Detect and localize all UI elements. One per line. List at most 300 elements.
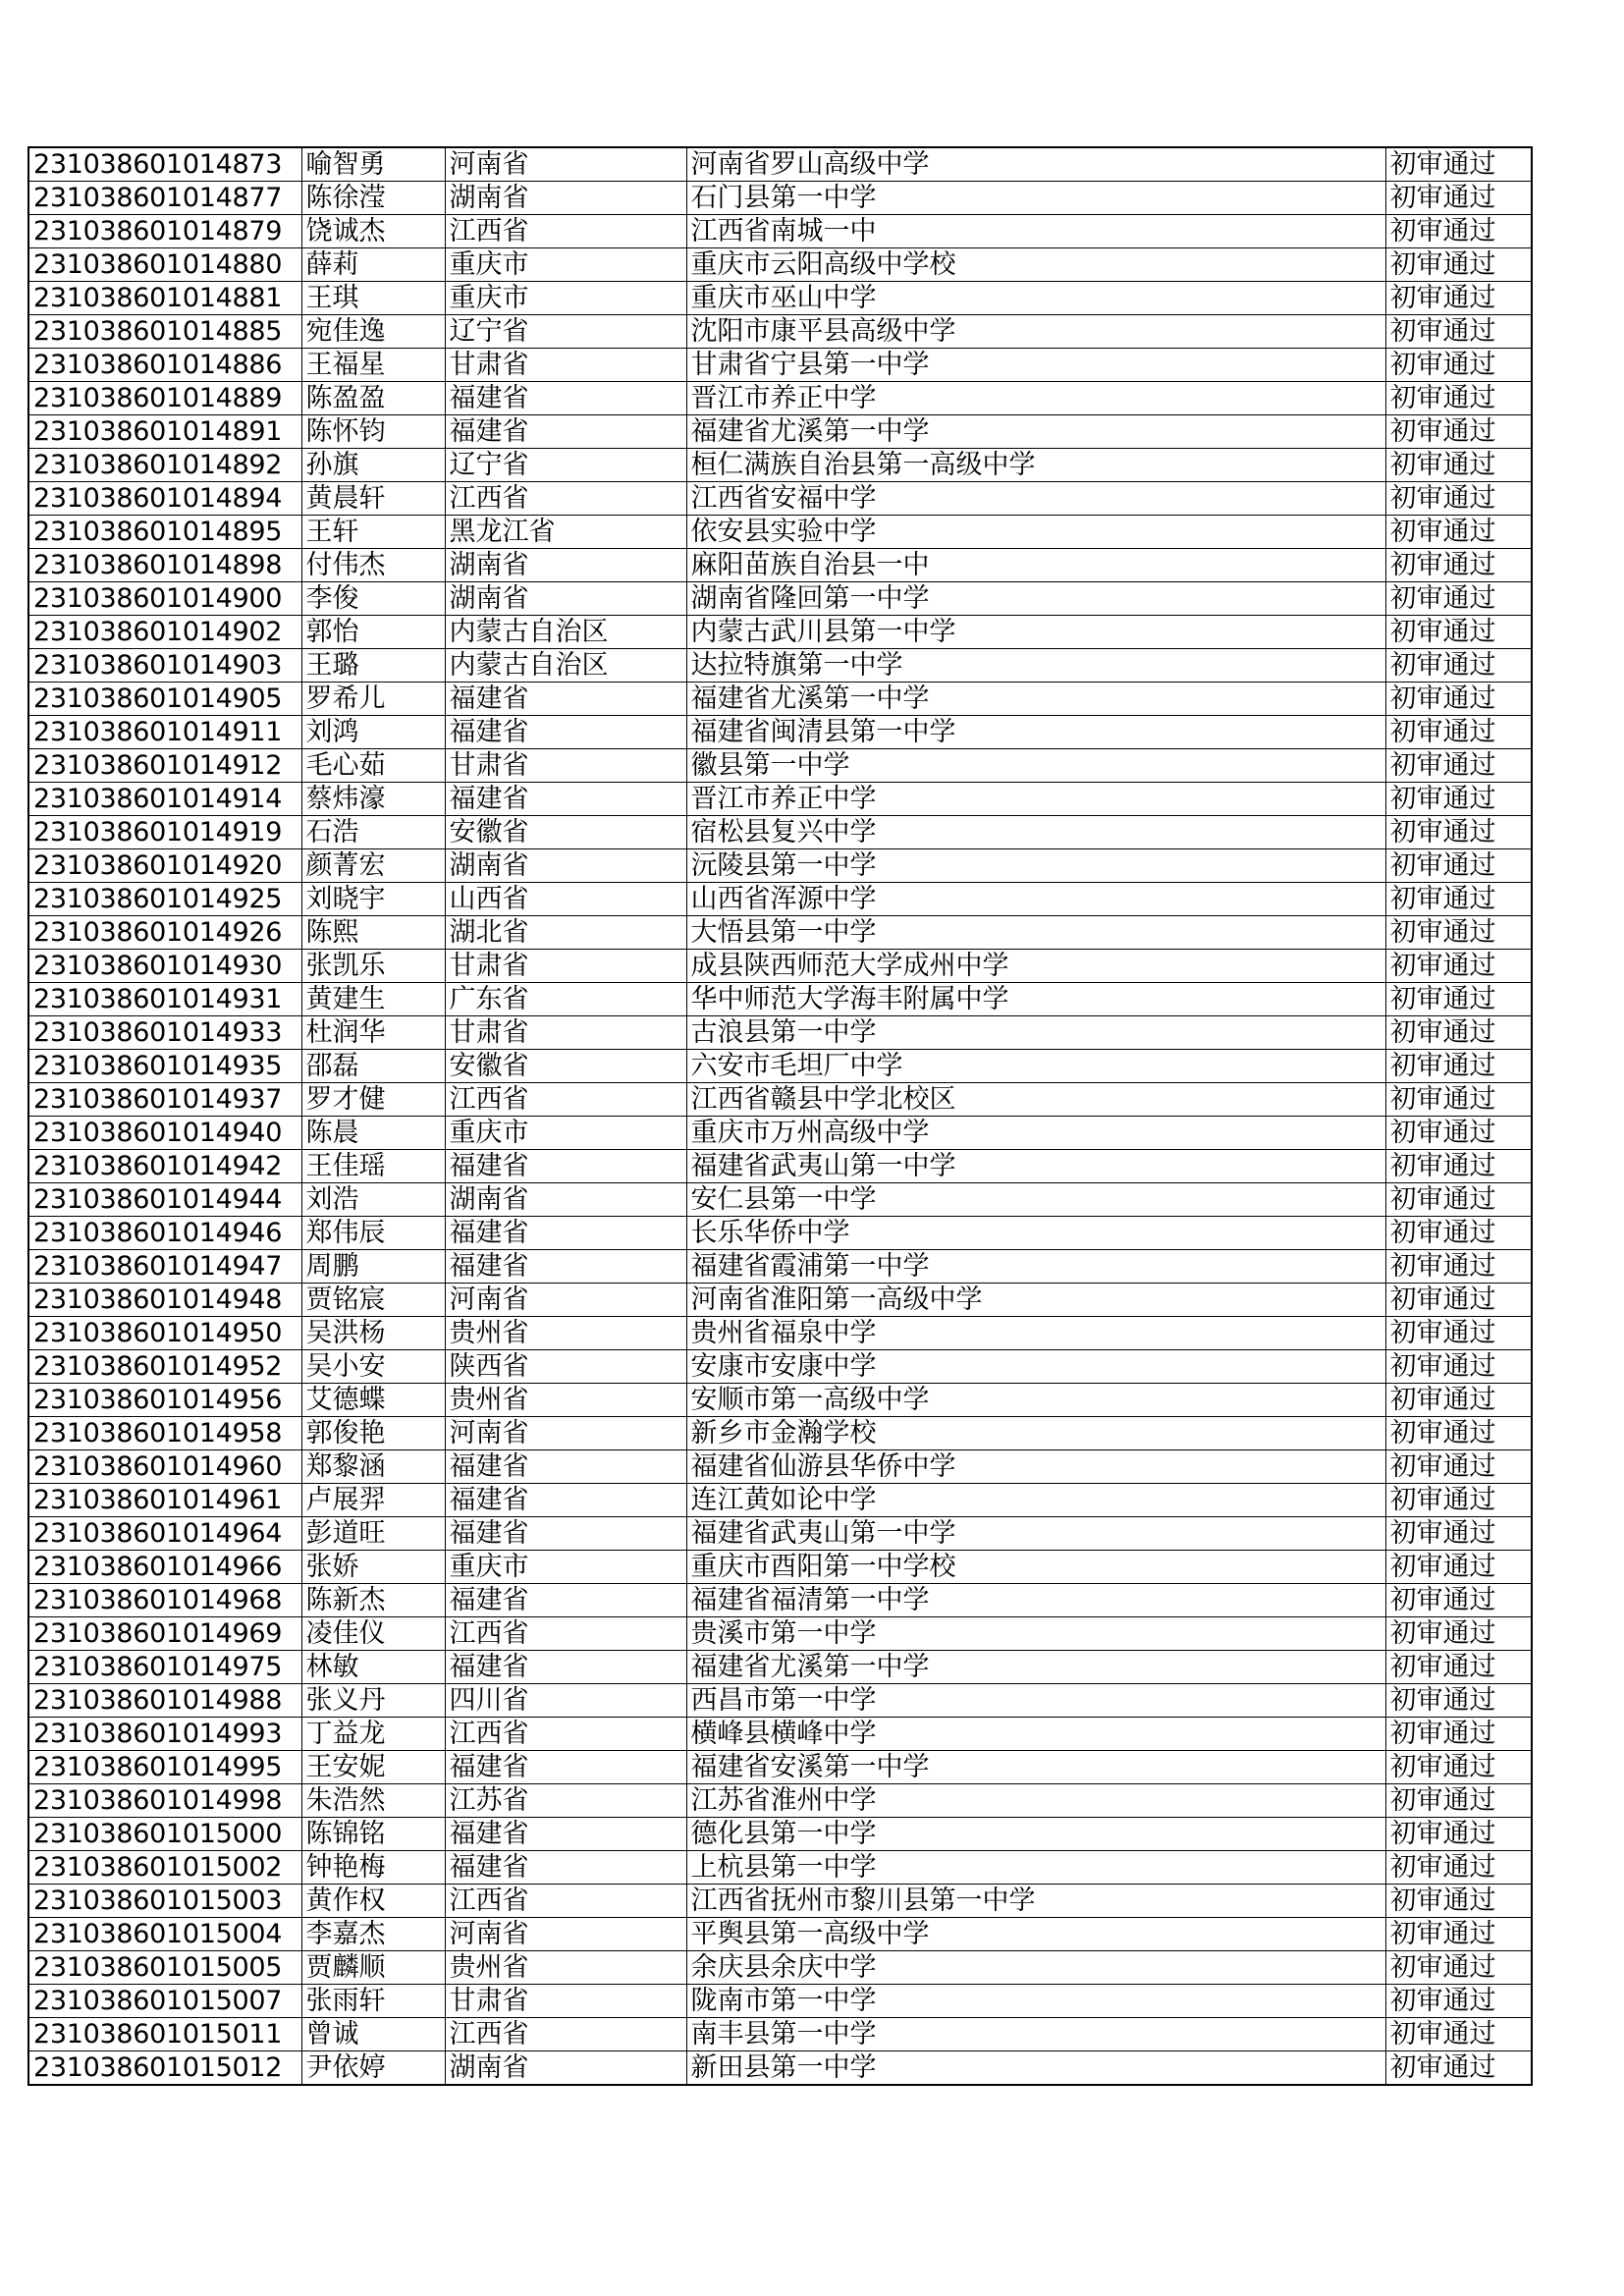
- table-row: [28, 1484, 1532, 1517]
- applicant-name-cell: 郭俊艳: [301, 1417, 445, 1450]
- applicant-name-cell: 郑伟辰: [301, 1217, 445, 1250]
- province-cell: 湖南省: [445, 582, 686, 616]
- applicant-id-cell: 231038601014905: [28, 683, 301, 716]
- review-status-cell: 初审通过: [1385, 1050, 1532, 1083]
- review-status-cell: 初审通过: [1385, 716, 1532, 749]
- table-row: [28, 916, 1532, 950]
- province-cell: 甘肃省: [445, 349, 686, 382]
- province-cell: 江西省: [445, 1083, 686, 1117]
- province-cell: 湖南省: [445, 182, 686, 215]
- school-cell: 晋江市养正中学: [686, 382, 1385, 415]
- applicant-name-cell: 陈盈盈: [301, 382, 445, 415]
- school-cell: 山西省浑源中学: [686, 883, 1385, 916]
- school-cell: 福建省武夷山第一中学: [686, 1150, 1385, 1183]
- applicant-name-cell: 孙旗: [301, 449, 445, 482]
- school-cell: 依安县实验中学: [686, 516, 1385, 549]
- province-cell: 福建省: [445, 1250, 686, 1284]
- table-row: [28, 382, 1532, 415]
- province-cell: 福建省: [445, 1450, 686, 1484]
- applicant-id-cell: 231038601014942: [28, 1150, 301, 1183]
- table-row: [28, 683, 1532, 716]
- applicant-id-cell: 231038601014935: [28, 1050, 301, 1083]
- table-row: [28, 950, 1532, 983]
- review-status-cell: 初审通过: [1385, 2018, 1532, 2051]
- school-cell: 河南省淮阳第一高级中学: [686, 1284, 1385, 1317]
- applicant-table-body: [28, 147, 1532, 2085]
- school-cell: 福建省闽清县第一中学: [686, 716, 1385, 749]
- school-cell: 沈阳市康平县高级中学: [686, 315, 1385, 349]
- review-status-cell: 初审通过: [1385, 1885, 1532, 1918]
- table-row: [28, 516, 1532, 549]
- applicant-id-cell: 231038601014969: [28, 1617, 301, 1651]
- applicant-name-cell: 贾麟顺: [301, 1951, 445, 1985]
- applicant-name-cell: 宛佳逸: [301, 315, 445, 349]
- table-row: [28, 1016, 1532, 1050]
- school-cell: 重庆市万州高级中学: [686, 1117, 1385, 1150]
- table-row: [28, 2018, 1532, 2051]
- applicant-id-cell: 231038601014903: [28, 649, 301, 683]
- applicant-id-cell: 231038601014952: [28, 1350, 301, 1384]
- province-cell: 重庆市: [445, 1117, 686, 1150]
- school-cell: 湖南省隆回第一中学: [686, 582, 1385, 616]
- applicant-id-cell: 231038601015012: [28, 2051, 301, 2086]
- school-cell: 安仁县第一中学: [686, 1183, 1385, 1217]
- school-cell: 连江黄如论中学: [686, 1484, 1385, 1517]
- province-cell: 福建省: [445, 716, 686, 749]
- applicant-name-cell: 黄晨轩: [301, 482, 445, 516]
- applicant-id-cell: 231038601014933: [28, 1016, 301, 1050]
- applicant-name-cell: 曾诚: [301, 2018, 445, 2051]
- applicant-name-cell: 刘鸿: [301, 716, 445, 749]
- applicant-name-cell: 吴小安: [301, 1350, 445, 1384]
- review-status-cell: 初审通过: [1385, 215, 1532, 248]
- applicant-name-cell: 尹依婷: [301, 2051, 445, 2086]
- applicant-id-cell: 231038601014902: [28, 616, 301, 649]
- province-cell: 河南省: [445, 1918, 686, 1951]
- review-status-cell: 初审通过: [1385, 415, 1532, 449]
- school-cell: 福建省福清第一中学: [686, 1584, 1385, 1617]
- review-status-cell: 初审通过: [1385, 516, 1532, 549]
- applicant-name-cell: 张雨轩: [301, 1985, 445, 2018]
- province-cell: 江西省: [445, 2018, 686, 2051]
- province-cell: 福建省: [445, 1217, 686, 1250]
- applicant-id-cell: 231038601014964: [28, 1517, 301, 1551]
- applicant-name-cell: 贾铭宸: [301, 1284, 445, 1317]
- applicant-name-cell: 陈锦铭: [301, 1818, 445, 1851]
- applicant-name-cell: 王安妮: [301, 1751, 445, 1784]
- applicant-name-cell: 陈晨: [301, 1117, 445, 1150]
- table-row: [28, 182, 1532, 215]
- province-cell: 福建省: [445, 382, 686, 415]
- applicant-id-cell: 231038601014894: [28, 482, 301, 516]
- table-row: [28, 1684, 1532, 1718]
- review-status-cell: 初审通过: [1385, 1651, 1532, 1684]
- school-cell: 古浪县第一中学: [686, 1016, 1385, 1050]
- applicant-id-cell: 231038601014891: [28, 415, 301, 449]
- applicant-name-cell: 饶诚杰: [301, 215, 445, 248]
- province-cell: 陕西省: [445, 1350, 686, 1384]
- applicant-name-cell: 毛心茹: [301, 749, 445, 783]
- applicant-name-cell: 付伟杰: [301, 549, 445, 582]
- applicant-name-cell: 周鹏: [301, 1250, 445, 1284]
- table-row: [28, 449, 1532, 482]
- applicant-name-cell: 凌佳仪: [301, 1617, 445, 1651]
- review-status-cell: 初审通过: [1385, 248, 1532, 282]
- review-status-cell: 初审通过: [1385, 1751, 1532, 1784]
- review-status-cell: 初审通过: [1385, 983, 1532, 1016]
- review-status-cell: 初审通过: [1385, 916, 1532, 950]
- table-row: [28, 1250, 1532, 1284]
- review-status-cell: 初审通过: [1385, 1517, 1532, 1551]
- applicant-name-cell: 蔡炜濠: [301, 783, 445, 816]
- review-status-cell: 初审通过: [1385, 282, 1532, 315]
- school-cell: 江西省抚州市黎川县第一中学: [686, 1885, 1385, 1918]
- review-status-cell: 初审通过: [1385, 1217, 1532, 1250]
- applicant-id-cell: 231038601014914: [28, 783, 301, 816]
- applicant-id-cell: 231038601014881: [28, 282, 301, 315]
- applicant-name-cell: 钟艳梅: [301, 1851, 445, 1885]
- applicant-id-cell: 231038601014966: [28, 1551, 301, 1584]
- school-cell: 新乡市金瀚学校: [686, 1417, 1385, 1450]
- province-cell: 江苏省: [445, 1784, 686, 1818]
- school-cell: 德化县第一中学: [686, 1818, 1385, 1851]
- province-cell: 福建省: [445, 1818, 686, 1851]
- province-cell: 江西省: [445, 1718, 686, 1751]
- province-cell: 河南省: [445, 1284, 686, 1317]
- school-cell: 南丰县第一中学: [686, 2018, 1385, 2051]
- applicant-id-cell: 231038601014961: [28, 1484, 301, 1517]
- table-row: [28, 1417, 1532, 1450]
- review-status-cell: 初审通过: [1385, 1617, 1532, 1651]
- province-cell: 湖南省: [445, 549, 686, 582]
- table-row: [28, 1584, 1532, 1617]
- province-cell: 江西省: [445, 1885, 686, 1918]
- applicant-id-cell: 231038601014950: [28, 1317, 301, 1350]
- school-cell: 桓仁满族自治县第一高级中学: [686, 449, 1385, 482]
- applicant-name-cell: 罗希儿: [301, 683, 445, 716]
- table-row: [28, 1150, 1532, 1183]
- applicant-name-cell: 张凯乐: [301, 950, 445, 983]
- applicant-id-cell: 231038601014895: [28, 516, 301, 549]
- applicant-id-cell: 231038601014920: [28, 849, 301, 883]
- applicant-id-cell: 231038601014873: [28, 147, 301, 182]
- review-status-cell: 初审通过: [1385, 382, 1532, 415]
- school-cell: 长乐华侨中学: [686, 1217, 1385, 1250]
- table-row: [28, 1784, 1532, 1818]
- table-row: [28, 2051, 1532, 2086]
- province-cell: 江西省: [445, 482, 686, 516]
- review-status-cell: 初审通过: [1385, 1851, 1532, 1885]
- school-cell: 新田县第一中学: [686, 2051, 1385, 2086]
- school-cell: 余庆县余庆中学: [686, 1951, 1385, 1985]
- applicant-id-cell: 231038601014889: [28, 382, 301, 415]
- province-cell: 福建省: [445, 1851, 686, 1885]
- applicant-id-cell: 231038601014988: [28, 1684, 301, 1718]
- review-status-cell: 初审通过: [1385, 950, 1532, 983]
- province-cell: 贵州省: [445, 1317, 686, 1350]
- school-cell: 石门县第一中学: [686, 182, 1385, 215]
- school-cell: 江西省赣县中学北校区: [686, 1083, 1385, 1117]
- school-cell: 福建省尤溪第一中学: [686, 683, 1385, 716]
- school-cell: 重庆市巫山中学: [686, 282, 1385, 315]
- school-cell: 甘肃省宁县第一中学: [686, 349, 1385, 382]
- review-status-cell: 初审通过: [1385, 1183, 1532, 1217]
- applicant-id-cell: 231038601015004: [28, 1918, 301, 1951]
- applicant-name-cell: 李嘉杰: [301, 1918, 445, 1951]
- table-row: [28, 983, 1532, 1016]
- applicant-id-cell: 231038601015011: [28, 2018, 301, 2051]
- review-status-cell: 初审通过: [1385, 883, 1532, 916]
- applicant-id-cell: 231038601014877: [28, 182, 301, 215]
- school-cell: 陇南市第一中学: [686, 1985, 1385, 2018]
- review-status-cell: 初审通过: [1385, 1384, 1532, 1417]
- table-row: [28, 849, 1532, 883]
- school-cell: 横峰县横峰中学: [686, 1718, 1385, 1751]
- review-status-cell: 初审通过: [1385, 482, 1532, 516]
- applicant-id-cell: 231038601014912: [28, 749, 301, 783]
- table-row: [28, 1651, 1532, 1684]
- province-cell: 贵州省: [445, 1384, 686, 1417]
- applicant-id-cell: 231038601014975: [28, 1651, 301, 1684]
- province-cell: 江西省: [445, 215, 686, 248]
- applicant-name-cell: 张义丹: [301, 1684, 445, 1718]
- school-cell: 上杭县第一中学: [686, 1851, 1385, 1885]
- review-status-cell: 初审通过: [1385, 1684, 1532, 1718]
- applicant-id-cell: 231038601014998: [28, 1784, 301, 1818]
- applicant-name-cell: 陈新杰: [301, 1584, 445, 1617]
- applicant-id-cell: 231038601014937: [28, 1083, 301, 1117]
- applicant-id-cell: 231038601014968: [28, 1584, 301, 1617]
- province-cell: 安徽省: [445, 1050, 686, 1083]
- review-status-cell: 初审通过: [1385, 849, 1532, 883]
- table-row: [28, 1718, 1532, 1751]
- school-cell: 达拉特旗第一中学: [686, 649, 1385, 683]
- table-row: [28, 1551, 1532, 1584]
- review-status-cell: 初审通过: [1385, 182, 1532, 215]
- school-cell: 福建省武夷山第一中学: [686, 1517, 1385, 1551]
- school-cell: 安康市安康中学: [686, 1350, 1385, 1384]
- review-status-cell: 初审通过: [1385, 1083, 1532, 1117]
- province-cell: 福建省: [445, 783, 686, 816]
- province-cell: 黑龙江省: [445, 516, 686, 549]
- applicant-id-cell: 231038601014879: [28, 215, 301, 248]
- applicant-name-cell: 吴洪杨: [301, 1317, 445, 1350]
- table-row: [28, 1284, 1532, 1317]
- table-row: [28, 248, 1532, 282]
- applicant-id-cell: 231038601014946: [28, 1217, 301, 1250]
- review-status-cell: 初审通过: [1385, 582, 1532, 616]
- applicant-name-cell: 陈熙: [301, 916, 445, 950]
- review-status-cell: 初审通过: [1385, 1551, 1532, 1584]
- applicant-id-cell: 231038601014940: [28, 1117, 301, 1150]
- table-row: [28, 549, 1532, 582]
- table-row: [28, 1183, 1532, 1217]
- applicant-id-cell: 231038601015002: [28, 1851, 301, 1885]
- school-cell: 沅陵县第一中学: [686, 849, 1385, 883]
- school-cell: 宿松县复兴中学: [686, 816, 1385, 849]
- review-status-cell: 初审通过: [1385, 1016, 1532, 1050]
- applicant-id-cell: 231038601014898: [28, 549, 301, 582]
- applicant-id-cell: 231038601014925: [28, 883, 301, 916]
- applicant-id-cell: 231038601014956: [28, 1384, 301, 1417]
- school-cell: 福建省安溪第一中学: [686, 1751, 1385, 1784]
- province-cell: 四川省: [445, 1684, 686, 1718]
- table-row: [28, 1350, 1532, 1384]
- province-cell: 广东省: [445, 983, 686, 1016]
- province-cell: 辽宁省: [445, 449, 686, 482]
- review-status-cell: 初审通过: [1385, 1317, 1532, 1350]
- review-status-cell: 初审通过: [1385, 315, 1532, 349]
- applicant-id-cell: 231038601014886: [28, 349, 301, 382]
- school-cell: 河南省罗山高级中学: [686, 147, 1385, 182]
- school-cell: 重庆市酉阳第一中学校: [686, 1551, 1385, 1584]
- table-row: [28, 616, 1532, 649]
- school-cell: 福建省仙游县华侨中学: [686, 1450, 1385, 1484]
- applicant-id-cell: 231038601014993: [28, 1718, 301, 1751]
- review-status-cell: 初审通过: [1385, 616, 1532, 649]
- applicant-name-cell: 艾德蝶: [301, 1384, 445, 1417]
- review-status-cell: 初审通过: [1385, 449, 1532, 482]
- applicant-id-cell: 231038601014885: [28, 315, 301, 349]
- applicant-name-cell: 喻智勇: [301, 147, 445, 182]
- table-row: [28, 783, 1532, 816]
- province-cell: 福建省: [445, 1150, 686, 1183]
- province-cell: 内蒙古自治区: [445, 649, 686, 683]
- applicant-name-cell: 罗才健: [301, 1083, 445, 1117]
- school-cell: 大悟县第一中学: [686, 916, 1385, 950]
- table-row: [28, 282, 1532, 315]
- applicant-id-cell: 231038601014995: [28, 1751, 301, 1784]
- review-status-cell: 初审通过: [1385, 549, 1532, 582]
- province-cell: 河南省: [445, 1417, 686, 1450]
- table-row: [28, 716, 1532, 749]
- applicant-id-cell: 231038601015005: [28, 1951, 301, 1985]
- table-row: [28, 1117, 1532, 1150]
- applicant-name-cell: 杜润华: [301, 1016, 445, 1050]
- school-cell: 晋江市养正中学: [686, 783, 1385, 816]
- applicant-name-cell: 颜菁宏: [301, 849, 445, 883]
- table-row: [28, 1617, 1532, 1651]
- province-cell: 贵州省: [445, 1951, 686, 1985]
- review-status-cell: 初审通过: [1385, 2051, 1532, 2086]
- review-status-cell: 初审通过: [1385, 649, 1532, 683]
- review-status-cell: 初审通过: [1385, 1350, 1532, 1384]
- province-cell: 福建省: [445, 1484, 686, 1517]
- province-cell: 重庆市: [445, 1551, 686, 1584]
- review-status-cell: 初审通过: [1385, 1818, 1532, 1851]
- applicant-id-cell: 231038601014880: [28, 248, 301, 282]
- applicant-id-cell: 231038601015003: [28, 1885, 301, 1918]
- review-status-cell: 初审通过: [1385, 1150, 1532, 1183]
- school-cell: 江西省南城一中: [686, 215, 1385, 248]
- applicant-name-cell: 彭道旺: [301, 1517, 445, 1551]
- school-cell: 六安市毛坦厂中学: [686, 1050, 1385, 1083]
- applicant-name-cell: 王琪: [301, 282, 445, 315]
- school-cell: 福建省尤溪第一中学: [686, 1651, 1385, 1684]
- table-row: [28, 1384, 1532, 1417]
- review-status-cell: 初审通过: [1385, 1784, 1532, 1818]
- province-cell: 湖南省: [445, 1183, 686, 1217]
- table-row: [28, 1217, 1532, 1250]
- table-row: [28, 1985, 1532, 2018]
- applicant-name-cell: 李俊: [301, 582, 445, 616]
- table-row: [28, 349, 1532, 382]
- review-status-cell: 初审通过: [1385, 349, 1532, 382]
- applicant-id-cell: 231038601014926: [28, 916, 301, 950]
- school-cell: 成县陕西师范大学成州中学: [686, 950, 1385, 983]
- applicant-name-cell: 黄作权: [301, 1885, 445, 1918]
- school-cell: 江苏省淮州中学: [686, 1784, 1385, 1818]
- school-cell: 徽县第一中学: [686, 749, 1385, 783]
- school-cell: 内蒙古武川县第一中学: [686, 616, 1385, 649]
- school-cell: 江西省安福中学: [686, 482, 1385, 516]
- province-cell: 江西省: [445, 1617, 686, 1651]
- province-cell: 甘肃省: [445, 1985, 686, 2018]
- applicant-id-cell: 231038601014931: [28, 983, 301, 1016]
- province-cell: 辽宁省: [445, 315, 686, 349]
- applicant-table: [27, 146, 1533, 2086]
- applicant-name-cell: 郑黎涵: [301, 1450, 445, 1484]
- school-cell: 安顺市第一高级中学: [686, 1384, 1385, 1417]
- table-row: [28, 1083, 1532, 1117]
- review-status-cell: 初审通过: [1385, 1951, 1532, 1985]
- applicant-id-cell: 231038601014930: [28, 950, 301, 983]
- applicant-name-cell: 刘晓宇: [301, 883, 445, 916]
- province-cell: 福建省: [445, 683, 686, 716]
- review-status-cell: 初审通过: [1385, 147, 1532, 182]
- province-cell: 湖南省: [445, 2051, 686, 2086]
- province-cell: 河南省: [445, 147, 686, 182]
- table-row: [28, 1918, 1532, 1951]
- applicant-name-cell: 张娇: [301, 1551, 445, 1584]
- table-row: [28, 1751, 1532, 1784]
- province-cell: 内蒙古自治区: [445, 616, 686, 649]
- province-cell: 福建省: [445, 1517, 686, 1551]
- table-row: [28, 1450, 1532, 1484]
- applicant-name-cell: 卢展羿: [301, 1484, 445, 1517]
- applicant-name-cell: 郭怡: [301, 616, 445, 649]
- school-cell: 福建省霞浦第一中学: [686, 1250, 1385, 1284]
- table-row: [28, 415, 1532, 449]
- review-status-cell: 初审通过: [1385, 1284, 1532, 1317]
- school-cell: 福建省尤溪第一中学: [686, 415, 1385, 449]
- applicant-id-cell: 231038601015007: [28, 1985, 301, 2018]
- table-row: [28, 582, 1532, 616]
- review-status-cell: 初审通过: [1385, 1918, 1532, 1951]
- applicant-id-cell: 231038601014958: [28, 1417, 301, 1450]
- applicant-name-cell: 王福星: [301, 349, 445, 382]
- table-row: [28, 482, 1532, 516]
- table-row: [28, 1951, 1532, 1985]
- table-row: [28, 649, 1532, 683]
- review-status-cell: 初审通过: [1385, 1584, 1532, 1617]
- table-row: [28, 315, 1532, 349]
- table-row: [28, 1317, 1532, 1350]
- table-row: [28, 1818, 1532, 1851]
- review-status-cell: 初审通过: [1385, 1250, 1532, 1284]
- review-status-cell: 初审通过: [1385, 783, 1532, 816]
- province-cell: 福建省: [445, 1751, 686, 1784]
- province-cell: 重庆市: [445, 248, 686, 282]
- review-status-cell: 初审通过: [1385, 1985, 1532, 2018]
- applicant-id-cell: 231038601014944: [28, 1183, 301, 1217]
- applicant-name-cell: 王轩: [301, 516, 445, 549]
- school-cell: 平舆县第一高级中学: [686, 1918, 1385, 1951]
- province-cell: 重庆市: [445, 282, 686, 315]
- province-cell: 甘肃省: [445, 749, 686, 783]
- applicant-id-cell: 231038601014948: [28, 1284, 301, 1317]
- review-status-cell: 初审通过: [1385, 1450, 1532, 1484]
